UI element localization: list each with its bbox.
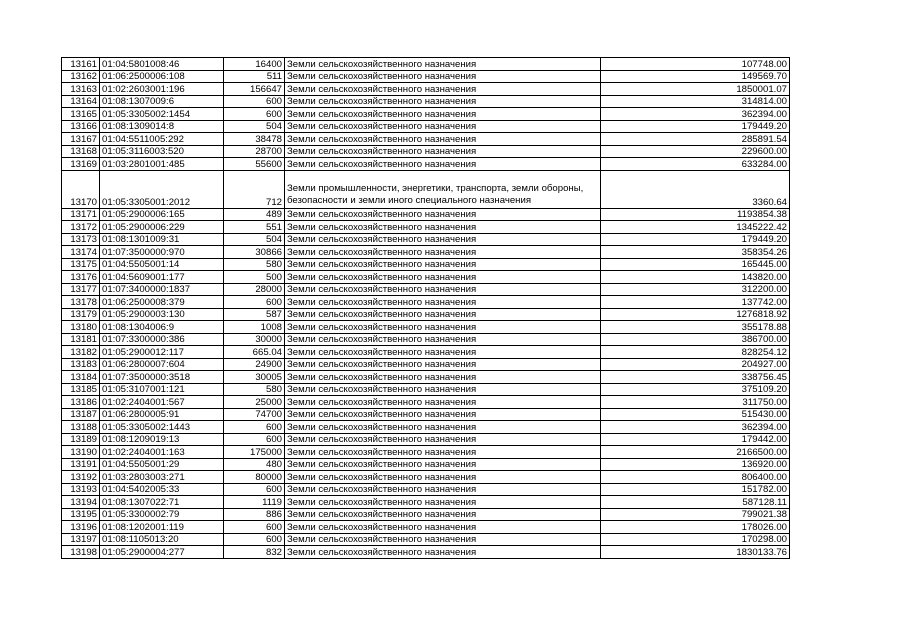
table-row (62, 95, 790, 108)
cell-category: Земли сельскохозяйственного назначения (285, 383, 601, 396)
cell-category: Земли сельскохозяйственного назначения (285, 108, 601, 121)
table-row (62, 383, 790, 396)
cell-value: 107748.00 (601, 58, 790, 71)
cell-cadastral-code: 01:08:1105013:20 (100, 533, 224, 546)
table-row (62, 158, 790, 171)
cell-cadastral-code: 01:04:5801008:46 (100, 58, 224, 71)
cell-value: 799021.38 (601, 508, 790, 521)
table-body (62, 58, 790, 559)
cell-category: Земли сельскохозяйственного назначения (285, 421, 601, 434)
cell-cadastral-code: 01:06:2800007:604 (100, 358, 224, 371)
cell-number: 13165 (62, 108, 100, 121)
cell-value: 828254.12 (601, 346, 790, 359)
cell-area: 600 (224, 533, 285, 546)
cell-number: 13170 (62, 170, 100, 208)
cell-number: 13174 (62, 246, 100, 259)
cell-cadastral-code: 01:07:3400000:1837 (100, 283, 224, 296)
table-row (62, 346, 790, 359)
cell-number: 13191 (62, 458, 100, 471)
table-row (62, 208, 790, 221)
cell-cadastral-code: 01:04:5505001:29 (100, 458, 224, 471)
cell-category: Земли сельскохозяйственного назначения (285, 158, 601, 171)
table-row (62, 133, 790, 146)
cell-cadastral-code: 01:04:5511005:292 (100, 133, 224, 146)
cell-area: 30005 (224, 371, 285, 384)
cell-category: Земли сельскохозяйственного назначения (285, 58, 601, 71)
cell-cadastral-code: 01:05:2900004:277 (100, 546, 224, 559)
cell-cadastral-code: 01:05:3300002:79 (100, 508, 224, 521)
cell-value: 179449.20 (601, 120, 790, 133)
cell-area: 600 (224, 296, 285, 309)
cell-number: 13181 (62, 333, 100, 346)
cell-category: Земли сельскохозяйственного назначения (285, 283, 601, 296)
cell-number: 13192 (62, 471, 100, 484)
cell-category: Земли сельскохозяйственного назначения (285, 95, 601, 108)
table-row (62, 371, 790, 384)
cell-cadastral-code: 01:08:1307009:6 (100, 95, 224, 108)
cell-area: 500 (224, 271, 285, 284)
cell-cadastral-code: 01:08:1209019:13 (100, 433, 224, 446)
cell-value: 2166500.00 (601, 446, 790, 459)
cell-category: Земли сельскохозяйственного назначения (285, 458, 601, 471)
cell-number: 13182 (62, 346, 100, 359)
cell-category: Земли сельскохозяйственного назначения (285, 521, 601, 534)
table-row (62, 108, 790, 121)
cell-area: 25000 (224, 396, 285, 409)
cell-value: 1850001.07 (601, 83, 790, 96)
table-row (62, 483, 790, 496)
cell-area: 74700 (224, 408, 285, 421)
cell-number: 13167 (62, 133, 100, 146)
cell-area: 600 (224, 108, 285, 121)
cell-category: Земли сельскохозяйственного назначения (285, 346, 601, 359)
cell-area: 28700 (224, 145, 285, 158)
cell-cadastral-code: 01:07:3300000:386 (100, 333, 224, 346)
cell-cadastral-code: 01:04:5402005:33 (100, 483, 224, 496)
cell-value: 358354.26 (601, 246, 790, 259)
cell-area: 712 (224, 170, 285, 208)
cell-value: 143820.00 (601, 271, 790, 284)
cell-category: Земли сельскохозяйственного назначения (285, 546, 601, 559)
table-row (62, 458, 790, 471)
cell-category: Земли сельскохозяйственного назначения (285, 246, 601, 259)
cell-area: 600 (224, 521, 285, 534)
cell-cadastral-code: 01:06:2500008:379 (100, 296, 224, 309)
table-row (62, 170, 790, 208)
cell-value: 355178.88 (601, 321, 790, 334)
cell-category: Земли сельскохозяйственного назначения (285, 333, 601, 346)
cell-number: 13180 (62, 321, 100, 334)
cell-area: 30000 (224, 333, 285, 346)
cell-cadastral-code: 01:05:3305002:1443 (100, 421, 224, 434)
cell-cadastral-code: 01:02:2404001:163 (100, 446, 224, 459)
cell-number: 13179 (62, 308, 100, 321)
cell-number: 13197 (62, 533, 100, 546)
cell-value: 229600.00 (601, 145, 790, 158)
table-row (62, 83, 790, 96)
cell-area: 886 (224, 508, 285, 521)
table-row (62, 471, 790, 484)
cell-number: 13194 (62, 496, 100, 509)
cell-number: 13193 (62, 483, 100, 496)
cell-number: 13176 (62, 271, 100, 284)
cell-area: 1008 (224, 321, 285, 334)
table-row (62, 358, 790, 371)
cell-value: 1830133.76 (601, 546, 790, 559)
table-row (62, 221, 790, 234)
cell-area: 580 (224, 383, 285, 396)
cell-cadastral-code: 01:07:3500000:970 (100, 246, 224, 259)
table-row (62, 120, 790, 133)
cell-area: 600 (224, 421, 285, 434)
table-row (62, 446, 790, 459)
cell-category: Земли сельскохозяйственного назначения (285, 233, 601, 246)
cell-category: Земли сельскохозяйственного назначения (285, 396, 601, 409)
table-row (62, 70, 790, 83)
table-row (62, 433, 790, 446)
cell-cadastral-code: 01:06:2500006:108 (100, 70, 224, 83)
table-row (62, 233, 790, 246)
cell-value: 179442.00 (601, 433, 790, 446)
cell-category: Земли сельскохозяйственного назначения (285, 533, 601, 546)
cell-area: 600 (224, 95, 285, 108)
cell-value: 170298.00 (601, 533, 790, 546)
cell-number: 13190 (62, 446, 100, 459)
cell-category: Земли сельскохозяйственного назначения (285, 271, 601, 284)
cell-area: 665.04 (224, 346, 285, 359)
cell-category: Земли сельскохозяйственного назначения (285, 321, 601, 334)
table-row (62, 271, 790, 284)
cell-value: 314814.00 (601, 95, 790, 108)
cell-number: 13196 (62, 521, 100, 534)
cell-category: Земли сельскохозяйственного назначения (285, 83, 601, 96)
cell-number: 13161 (62, 58, 100, 71)
cell-number: 13164 (62, 95, 100, 108)
cell-number: 13184 (62, 371, 100, 384)
table-row (62, 508, 790, 521)
cell-number: 13169 (62, 158, 100, 171)
cell-cadastral-code: 01:05:3107001:121 (100, 383, 224, 396)
cell-number: 13177 (62, 283, 100, 296)
cell-area: 600 (224, 433, 285, 446)
cell-area: 511 (224, 70, 285, 83)
cell-value: 362394.00 (601, 108, 790, 121)
cell-category: Земли сельскохозяйственного назначения (285, 221, 601, 234)
cell-area: 16400 (224, 58, 285, 71)
cell-area: 28000 (224, 283, 285, 296)
cell-number: 13171 (62, 208, 100, 221)
cell-number: 13186 (62, 396, 100, 409)
cell-value: 386700.00 (601, 333, 790, 346)
cell-number: 13185 (62, 383, 100, 396)
cell-cadastral-code: 01:04:5505001:14 (100, 258, 224, 271)
cell-category: Земли сельскохозяйственного назначения (285, 471, 601, 484)
cell-cadastral-code: 01:08:1309014:8 (100, 120, 224, 133)
cell-cadastral-code: 01:05:3305001:2012 (100, 170, 224, 208)
cell-area: 1119 (224, 496, 285, 509)
table-row (62, 58, 790, 71)
cell-value: 178026.00 (601, 521, 790, 534)
table-row (62, 283, 790, 296)
cell-cadastral-code: 01:08:1307022:71 (100, 496, 224, 509)
cell-number: 13183 (62, 358, 100, 371)
cell-area: 587 (224, 308, 285, 321)
cell-value: 587128.11 (601, 496, 790, 509)
cell-category: Земли сельскохозяйственного назначения (285, 133, 601, 146)
cell-value: 1193854.38 (601, 208, 790, 221)
cell-value: 338756.45 (601, 371, 790, 384)
cell-category: Земли сельскохозяйственного назначения (285, 446, 601, 459)
cell-cadastral-code: 01:05:3305002:1454 (100, 108, 224, 121)
cell-number: 13175 (62, 258, 100, 271)
cell-category: Земли сельскохозяйственного назначения (285, 296, 601, 309)
cell-category: Земли сельскохозяйственного назначения (285, 371, 601, 384)
cell-value: 633284.00 (601, 158, 790, 171)
cell-value: 151782.00 (601, 483, 790, 496)
table-row (62, 496, 790, 509)
cell-number: 13162 (62, 70, 100, 83)
cell-category: Земли сельскохозяйственного назначения (285, 70, 601, 83)
cell-area: 156647 (224, 83, 285, 96)
table-row (62, 421, 790, 434)
cell-area: 551 (224, 221, 285, 234)
cell-cadastral-code: 01:02:2404001:567 (100, 396, 224, 409)
cell-value: 515430.00 (601, 408, 790, 421)
cell-area: 24900 (224, 358, 285, 371)
cell-category: Земли промышленности, энергетики, транспорта, земли обороны, безопасности и земли иного специального назначения (285, 170, 601, 208)
cell-area: 30866 (224, 246, 285, 259)
cell-cadastral-code: 01:08:1202001:119 (100, 521, 224, 534)
cell-area: 504 (224, 120, 285, 133)
cell-number: 13166 (62, 120, 100, 133)
cell-category: Земли сельскохозяйственного назначения (285, 145, 601, 158)
table-row (62, 396, 790, 409)
cell-value: 375109.20 (601, 383, 790, 396)
cell-value: 1276818.92 (601, 308, 790, 321)
cell-number: 13172 (62, 221, 100, 234)
cell-number: 13188 (62, 421, 100, 434)
cell-number: 13198 (62, 546, 100, 559)
table-row (62, 308, 790, 321)
cell-value: 3360.64 (601, 170, 790, 208)
cell-cadastral-code: 01:03:2801001:485 (100, 158, 224, 171)
cell-value: 179449.20 (601, 233, 790, 246)
cell-number: 13195 (62, 508, 100, 521)
table-row (62, 246, 790, 259)
cell-category: Земли сельскохозяйственного назначения (285, 508, 601, 521)
table-row (62, 296, 790, 309)
table-row (62, 521, 790, 534)
cell-number: 13187 (62, 408, 100, 421)
cell-cadastral-code: 01:02:2603001:196 (100, 83, 224, 96)
table-row (62, 258, 790, 271)
cell-cadastral-code: 01:05:2900003:130 (100, 308, 224, 321)
cell-cadastral-code: 01:05:2900006:229 (100, 221, 224, 234)
table-row (62, 408, 790, 421)
cell-category: Земли сельскохозяйственного назначения (285, 358, 601, 371)
cell-category: Земли сельскохозяйственного назначения (285, 483, 601, 496)
cell-value: 1345222.42 (601, 221, 790, 234)
cell-category: Земли сельскохозяйственного назначения (285, 496, 601, 509)
cell-number: 13173 (62, 233, 100, 246)
cell-category: Земли сельскохозяйственного назначения (285, 120, 601, 133)
cell-area: 832 (224, 546, 285, 559)
cell-cadastral-code: 01:08:1304006:9 (100, 321, 224, 334)
cell-area: 175000 (224, 446, 285, 459)
cell-cadastral-code: 01:07:3500000:3518 (100, 371, 224, 384)
cell-category: Земли сельскохозяйственного назначения (285, 258, 601, 271)
cell-cadastral-code: 01:05:3116003:520 (100, 145, 224, 158)
cell-area: 80000 (224, 471, 285, 484)
cell-number: 13168 (62, 145, 100, 158)
cell-cadastral-code: 01:03:2803003:271 (100, 471, 224, 484)
cell-number: 13163 (62, 83, 100, 96)
cell-value: 311750.00 (601, 396, 790, 409)
cell-category: Земли сельскохозяйственного назначения (285, 208, 601, 221)
cell-value: 362394.00 (601, 421, 790, 434)
cell-area: 504 (224, 233, 285, 246)
cell-area: 600 (224, 483, 285, 496)
cell-cadastral-code: 01:06:2800005:91 (100, 408, 224, 421)
table-row (62, 321, 790, 334)
cell-area: 55600 (224, 158, 285, 171)
cell-category: Земли сельскохозяйственного назначения (285, 433, 601, 446)
table-row (62, 546, 790, 559)
cell-number: 13189 (62, 433, 100, 446)
cell-area: 480 (224, 458, 285, 471)
cell-cadastral-code: 01:05:2900012:117 (100, 346, 224, 359)
cell-value: 165445.00 (601, 258, 790, 271)
cell-area: 489 (224, 208, 285, 221)
cell-value: 312200.00 (601, 283, 790, 296)
cell-cadastral-code: 01:04:5609001:177 (100, 271, 224, 284)
cell-cadastral-code: 01:08:1301009:31 (100, 233, 224, 246)
cell-value: 136920.00 (601, 458, 790, 471)
cell-category: Земли сельскохозяйственного назначения (285, 408, 601, 421)
cell-area: 580 (224, 258, 285, 271)
table-row (62, 145, 790, 158)
cell-number: 13178 (62, 296, 100, 309)
cell-value: 204927.00 (601, 358, 790, 371)
cell-value: 137742.00 (601, 296, 790, 309)
cell-value: 806400.00 (601, 471, 790, 484)
table-row (62, 333, 790, 346)
table-row (62, 533, 790, 546)
cell-value: 149569.70 (601, 70, 790, 83)
cell-category: Земли сельскохозяйственного назначения (285, 308, 601, 321)
land-table (61, 57, 790, 559)
cell-value: 285891.54 (601, 133, 790, 146)
cell-area: 38478 (224, 133, 285, 146)
cell-cadastral-code: 01:05:2900006:165 (100, 208, 224, 221)
